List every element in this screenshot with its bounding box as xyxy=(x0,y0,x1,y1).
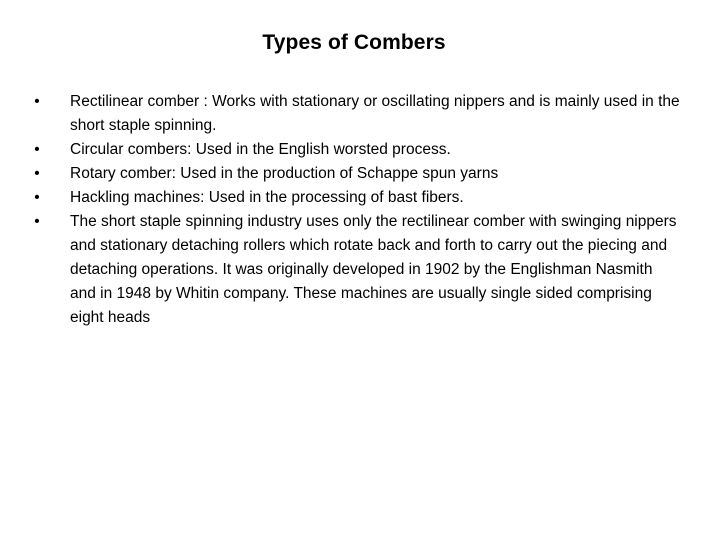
bullet-dot-icon: • xyxy=(34,165,40,182)
bullet-text: Hackling machines: Used in the processing of bast fibers. xyxy=(70,189,464,206)
bullet-dot-icon: • xyxy=(34,213,40,230)
bullet-item-short-staple xyxy=(30,210,680,330)
bullet-text: Circular combers: Used in the English worsted process. xyxy=(70,141,451,158)
bullet-dot-icon: • xyxy=(34,93,40,110)
bullet-text: Rectilinear comber : Works with stationary or oscillating nippers and is mainly used in the short staple spinning. xyxy=(70,93,680,134)
bullet-item-hackling xyxy=(30,186,680,210)
bullet-list xyxy=(30,90,680,330)
slide-title: Types of Combers xyxy=(262,31,446,54)
bullet-text: The short staple spinning industry uses only the rectilinear comber with swinging nippers and stationary detaching rollers which rotate back and forth to carry out the piecing and detaching operations. It was originally developed in 1902 by the Englishman Nasmith and in 1948 by Whitin company. These machines are usually single sided comprising eight heads xyxy=(70,213,677,326)
bullet-item-rectilinear xyxy=(30,90,680,138)
bullet-item-circular xyxy=(30,138,680,162)
bullet-text: Rotary comber: Used in the production of Schappe spun yarns xyxy=(70,165,499,182)
bullet-dot-icon: • xyxy=(34,189,40,206)
bullet-item-rotary xyxy=(30,162,680,186)
bullet-dot-icon: • xyxy=(34,141,40,158)
